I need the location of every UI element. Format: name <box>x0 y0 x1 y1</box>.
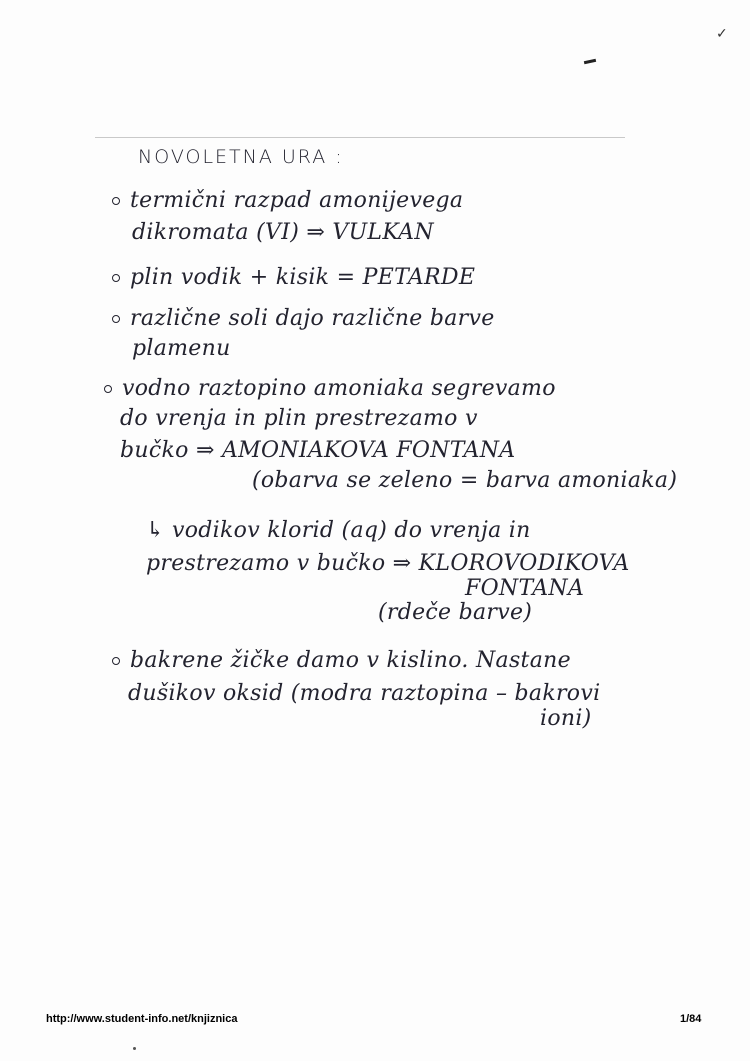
note-line: do vrenja in plin prestrezamo v <box>120 406 478 431</box>
note-line-text: termični razpad amonijevega <box>130 188 464 213</box>
note-line: FONTANA <box>465 576 585 601</box>
note-line: (rdeče barve) <box>378 600 533 625</box>
note-line-text: različne soli dajo različne barve <box>130 306 495 331</box>
page-number: 1/84 <box>680 1013 702 1025</box>
note-line: ioni) <box>540 706 592 731</box>
note-line: bučko ⇒ AMONIAKOVA FONTANA <box>120 438 516 463</box>
source-url-link[interactable]: http://www.student-info.net/knjiznica <box>46 1013 238 1025</box>
note-line <box>104 378 556 400</box>
note-line <box>112 190 463 212</box>
note-line: (obarva se zeleno = barva amoniaka) <box>252 468 678 493</box>
note-line-text: bakrene žičke damo v kislino. Nastane <box>130 648 571 673</box>
note-line-text: vodno raztopino amoniaka segrevamo <box>122 376 556 401</box>
bullet-icon <box>112 274 120 282</box>
note-line <box>112 650 571 672</box>
note-line-text: plin vodik + kisik = PETARDE <box>130 265 476 290</box>
note-line: dušikov oksid (modra raztopina – bakrovi <box>128 681 601 706</box>
bullet-icon <box>112 315 120 323</box>
bullet-icon <box>104 385 112 393</box>
note-line <box>112 267 475 289</box>
note-line: dikromata (VI) ⇒ VULKAN <box>132 220 434 245</box>
note-line <box>112 308 495 330</box>
note-line: prestrezamo v bučko ⇒ KLOROVODIKOVA <box>146 551 630 576</box>
check-mark-icon: ✓ <box>716 26 728 42</box>
note-line: plamenu <box>132 336 231 361</box>
ink-dot-mark <box>133 1047 136 1050</box>
bullet-icon <box>112 197 120 205</box>
note-line: ↳ vodikov klorid (aq) do vrenja in <box>146 518 531 543</box>
bullet-icon <box>112 657 120 665</box>
top-divider-line <box>95 137 625 138</box>
notes-title: NOVOLETNA URA : <box>138 146 344 168</box>
pen-dash-mark <box>584 59 596 64</box>
